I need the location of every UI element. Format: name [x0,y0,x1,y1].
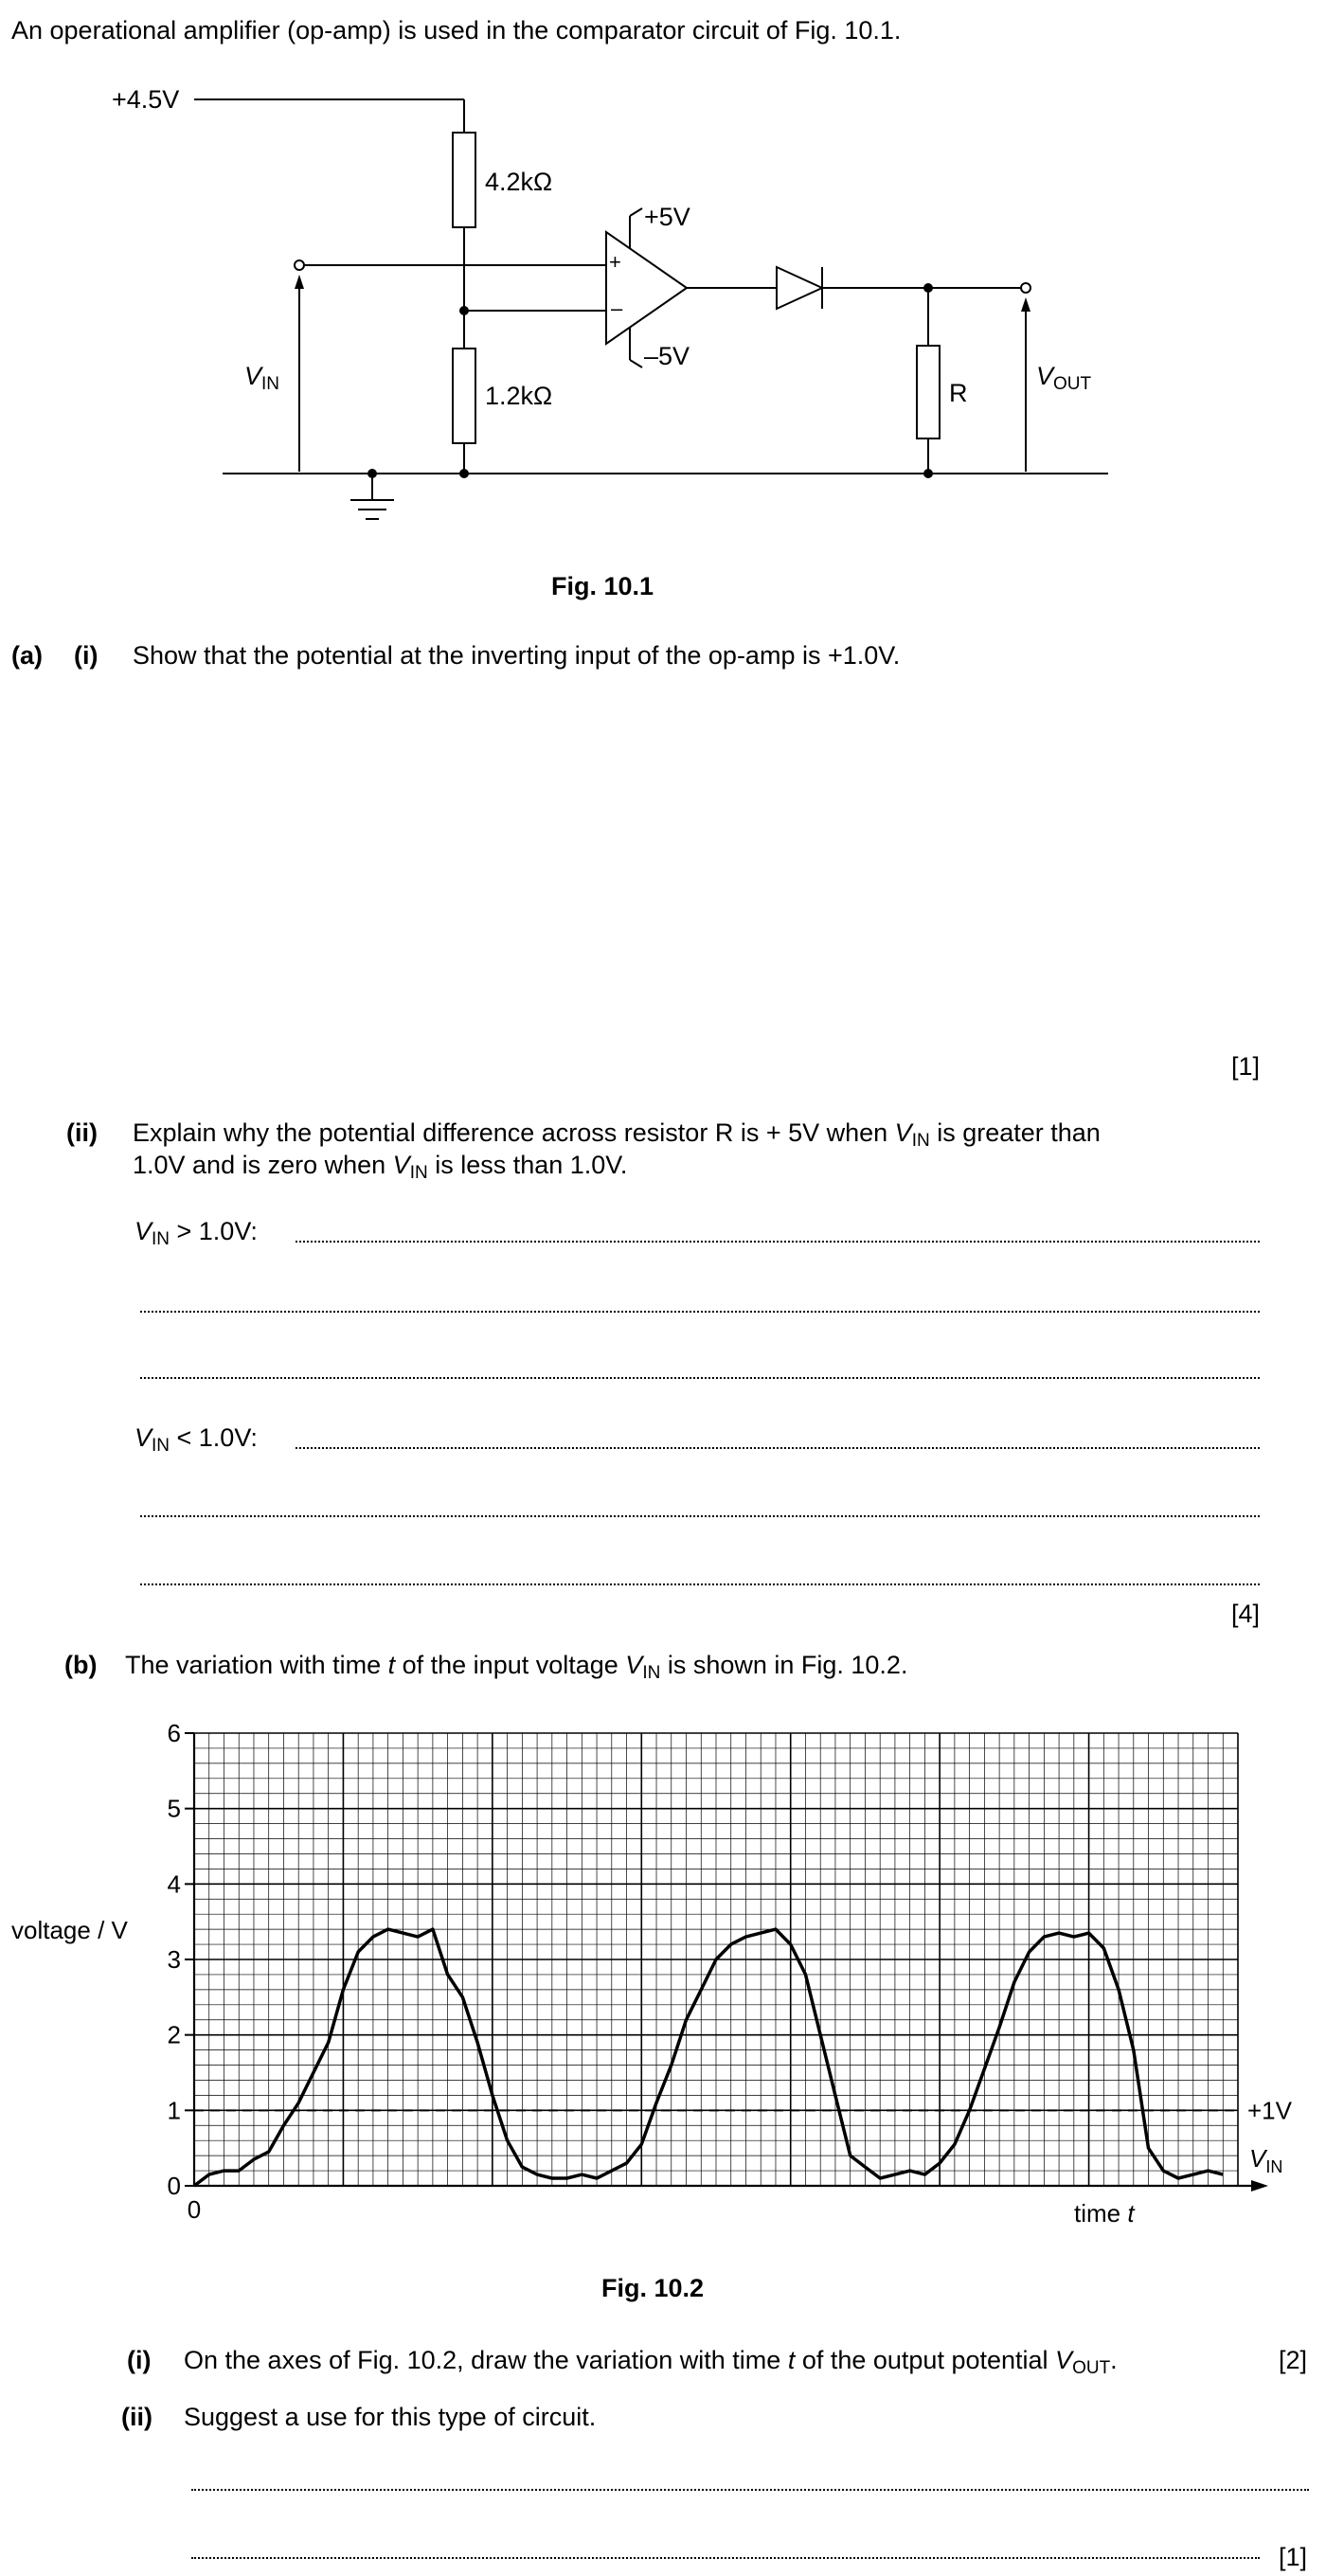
supply-label: +4.5V [112,85,180,114]
r-label: R [949,379,968,407]
vin-label: $V_{IN}$ [244,362,280,394]
answer-line[interactable] [191,2557,1260,2559]
part-a-i-label: (i) [74,641,99,670]
input-terminal [295,260,304,270]
minus-input-sign: – [611,296,623,320]
answer-line[interactable] [140,1583,1260,1585]
fig1-caption: Fig. 10.1 [551,572,654,600]
vin-series-line [194,1929,1223,2186]
x-origin-label: 0 [187,2195,202,2224]
part-a-i-marks: [1] [1231,1052,1261,1081]
answer-line[interactable] [140,1377,1260,1379]
resistor-top [453,133,475,227]
plus-input-sign: + [609,250,621,274]
series-label: $V_{IN}$ [1249,2144,1283,2177]
part-a-label: (a) [11,641,43,670]
part-b-ii-question: Suggest a use for this type of circuit. [184,2403,597,2431]
y-tick-label: 2 [167,2020,181,2049]
part-b-i-marks: [2] [1279,2346,1308,2374]
voltage-time-chart [0,1705,1326,2235]
fig2-caption: Fig. 10.2 [601,2274,705,2302]
y-tick-label: 3 [167,1945,181,1974]
y-tick-label: 5 [167,1794,181,1823]
r-bottom-label: 1.2kΩ [485,382,553,410]
part-b-ii-label: (ii) [121,2403,152,2431]
answer-line[interactable] [140,1515,1260,1517]
vin-gt-label: $V_{IN} > 1.0V$: [134,1217,258,1249]
part-b-i-label: (i) [127,2346,152,2374]
part-a-ii-question-line1: Explain why the potential difference across resistor R is + 5V when $V_{IN}$ is greater than [133,1118,1101,1151]
part-a-ii-marks: [4] [1231,1600,1261,1628]
part-a-i-question: Show that the potential at the inverting input of the op-amp is +1.0V. [133,641,901,670]
resistor-bottom [453,349,475,443]
diode [777,267,822,309]
r-top-label: 4.2kΩ [485,168,553,196]
y-tick-label: 0 [167,2172,181,2200]
answer-line[interactable] [191,2489,1309,2491]
circuit-diagram [0,57,1326,587]
y-tick-label: 6 [167,1719,181,1747]
part-b-i-question: On the axes of Fig. 10.2, draw the variation with time t of the output potential $V_{OUT}$. [184,2346,1118,2378]
y-tick-label: 4 [167,1869,181,1899]
part-b-label: (b) [64,1651,98,1679]
vout-label: $V_{OUT}$ [1036,362,1092,394]
output-terminal [1021,283,1030,293]
vin-lt-label: $V_{IN} < 1.0V$: [134,1423,258,1456]
part-a-ii-label: (ii) [66,1118,98,1147]
resistor-r [917,346,940,438]
x-axis-label: time t [1074,2199,1135,2227]
threshold-label: +1V [1247,2096,1292,2125]
part-a-ii-question-line2: 1.0V and is zero when $V_{IN}$ is less than 1.0V. [133,1151,628,1183]
part-b-ii-marks: [1] [1279,2543,1308,2571]
answer-line[interactable] [140,1311,1260,1313]
answer-line[interactable] [296,1447,1260,1449]
vpos-label: +5V [644,203,690,231]
x-axis-arrow [1251,2180,1268,2191]
vneg-label: –5V [644,342,690,370]
intro-text: An operational amplifier (op-amp) is used in the comparator circuit of Fig. 10.1. [11,16,902,45]
y-axis-label: voltage / V [11,1916,128,1944]
part-b-question: The variation with time t of the input voltage $V_{IN}$ is shown in Fig. 10.2. [125,1651,908,1683]
answer-line[interactable] [296,1241,1260,1243]
y-tick-label: 1 [167,2096,181,2125]
